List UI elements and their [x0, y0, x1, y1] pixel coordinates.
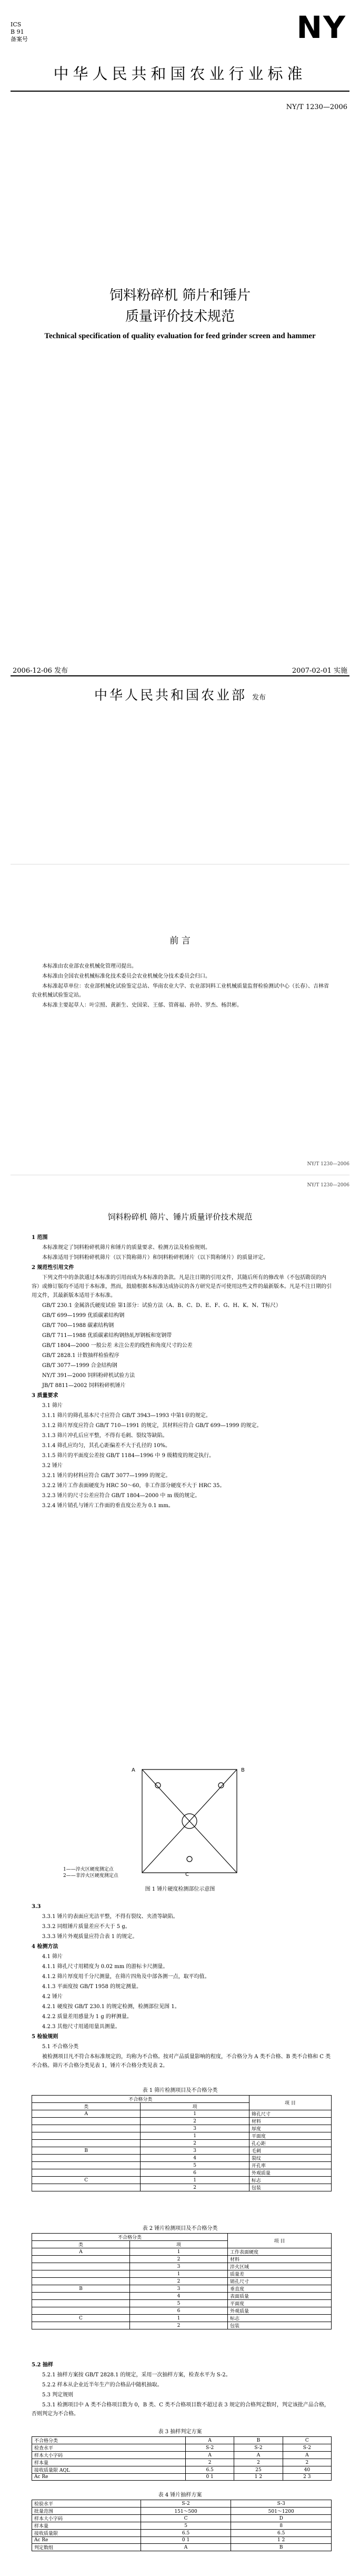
table-cell — [32, 2293, 130, 2300]
table-cell — [32, 2132, 141, 2140]
table-cell — [32, 2278, 130, 2285]
figure-label-c: C — [185, 1872, 189, 1877]
table-row — [32, 2544, 332, 2551]
table-cell — [32, 2256, 130, 2263]
table-cell: A — [283, 2452, 331, 2459]
table3-caption: 表 3 抽样判定方案 — [158, 2429, 202, 2435]
foreword-paragraph: 本标准由农业部农业机械化管理司提出。 — [42, 963, 137, 969]
legend-item: 1——淬火区硬度测定点 — [63, 1867, 114, 1872]
table-row — [32, 2125, 332, 2132]
table-cell: 质量差 — [228, 2270, 332, 2278]
table-cell — [32, 2184, 141, 2191]
section-paragraph: 4.1 筛片 — [42, 1954, 63, 1960]
table-cell: C — [32, 2315, 130, 2322]
table-cell: 0 1 — [185, 2474, 234, 2481]
section-paragraph: GB/T 3077—1999 合金结构钢 — [42, 1363, 117, 1369]
table-cell: 外观质量 — [249, 2169, 331, 2177]
table-cell: 2 — [283, 2459, 331, 2466]
table-cell: 检验水平 — [32, 2500, 141, 2508]
section-heading: 3 质量要求 — [32, 1393, 58, 1399]
table-cell: S-2 — [234, 2444, 283, 2452]
table-row — [32, 2322, 332, 2329]
table-cell: 3 — [141, 2147, 249, 2155]
table-cell: 厚度 — [249, 2125, 331, 2132]
table-cell — [32, 2140, 141, 2147]
issuing-ministry — [11, 685, 349, 704]
table-row — [32, 2466, 332, 2474]
table-row — [32, 2452, 332, 2459]
table-cell: 501～1200 — [231, 2508, 332, 2515]
section-paragraph: GB/T 2828.1 计数抽样检验程序 — [42, 1353, 119, 1359]
table-row — [32, 2537, 332, 2544]
table-row — [32, 2530, 332, 2537]
section-paragraph: 4.2.2 质量差用感量为 1 g 的秤测量。 — [42, 2014, 132, 2020]
table-cell — [32, 2270, 130, 2278]
table2-caption: 表 2 锤片检测项目及不合格分类 — [142, 2226, 218, 2231]
table3 — [32, 2436, 332, 2481]
table-row — [32, 2147, 332, 2155]
section-paragraph: GB/T 230.1 金属洛氏硬度试验 第1部分：试验方法（A、B、C、D、E、F、G、H、K、N、T标尺） — [42, 1303, 281, 1309]
section-paragraph: 3.2.3 锤片的尺寸公差应符合 GB/T 1804—2000 中 m 级的规定。 — [42, 1493, 201, 1499]
table-cell: 3 — [141, 2125, 249, 2132]
doc-title-english: Technical specification of quality evaluation for feed grinder screen and hammer — [44, 332, 316, 340]
section-heading: 1 范围 — [32, 1235, 48, 1241]
diagonal-line — [142, 1769, 189, 1821]
table1-caption: 表 1 筛片检测项目及不合格分类 — [142, 2088, 218, 2093]
table-header-cell: 不合格分类 — [32, 2096, 249, 2103]
table-cell: 8 — [231, 2522, 332, 2530]
section-paragraph: 4.2.1 硬度按 GB/T 230.1 的规定检测，检测部位见图 1。 — [42, 2004, 180, 2010]
table-cell: 1 — [130, 2248, 228, 2256]
table-header-cell: 不合格分类 — [32, 2234, 228, 2241]
section-heading: 5.2 抽样 — [32, 2362, 53, 2368]
table4-caption: 表 4 锤片抽样方案 — [158, 2492, 202, 2498]
section-paragraph: 4.1.3 平面度按 GB/T 1958 的规定测量。 — [42, 1984, 142, 1990]
diagonal-line — [142, 1821, 189, 1873]
table-row — [32, 2307, 332, 2315]
table-row — [32, 2184, 332, 2191]
table-cell: 1 — [130, 2270, 228, 2278]
table-cell — [32, 2162, 141, 2169]
section-paragraph: GB/T 711—1988 优质碳素结构钢热轧厚钢板和宽钢带 — [42, 1333, 172, 1339]
section-paragraph: 3.1.1 筛片的筛孔基本尺寸应符合 GB/T 3943—1993 中第1章的规定。 — [42, 1413, 211, 1419]
table-row — [32, 2278, 332, 2285]
section-heading: 3.3 — [32, 1904, 41, 1910]
table-cell: S-3 — [231, 2500, 332, 2508]
table-cell — [32, 2125, 141, 2132]
table-cell: 0 1 — [141, 2537, 231, 2544]
table-cell: A — [32, 2248, 130, 2256]
table-cell: 5 — [130, 2300, 228, 2307]
table-row — [32, 2177, 332, 2184]
table-cell: S-2 — [141, 2500, 231, 2508]
table-row — [32, 2162, 332, 2169]
section-paragraph: 3.2 锤片 — [42, 1463, 63, 1469]
table-cell: 6 — [141, 2169, 249, 2177]
table-cell: B — [231, 2544, 332, 2551]
section-paragraph: GB/T 699—1999 优质碳素结构钢 — [42, 1313, 125, 1319]
table-header-cell: 类 — [32, 2103, 141, 2110]
foreword-paragraph: 本标准由全国农业机械标准化技术委员会农业机械化分技术委员会归口。 — [42, 974, 211, 979]
body-page — [11, 1175, 349, 2576]
section-paragraph: 4.1.2 筛片厚度用千分尺测量，在筛片四角及中部各测一点，取平均值。 — [42, 1974, 210, 1980]
standard-title: 中华人民共和国农业行业标准 — [53, 65, 307, 83]
publish-date: 2006-12-06 发布 — [13, 667, 68, 675]
table-header-cell: 类 — [32, 2241, 130, 2248]
ny-logo: NY — [296, 9, 346, 45]
table-cell: 样本量 — [32, 2522, 141, 2530]
table-cell: Ac Re — [32, 2537, 141, 2544]
table-cell: 25 — [234, 2466, 283, 2474]
table-cell: A — [234, 2452, 283, 2459]
section-paragraph: 5.1 不合格分类 — [42, 2044, 79, 2050]
table-cell — [32, 2155, 141, 2162]
table-cell: 4 — [130, 2293, 228, 2300]
table-header-cell: 项 目 — [249, 2096, 331, 2110]
table-row — [32, 2169, 332, 2177]
table-cell: 销孔尺寸 — [228, 2278, 332, 2285]
table-cell: B — [234, 2437, 283, 2444]
cover-rule — [11, 91, 349, 92]
table-cell: 6.5 — [141, 2530, 231, 2537]
table-cell: 样本量 — [32, 2459, 186, 2466]
table-row — [32, 2140, 332, 2147]
section-paragraph: 4.1.1 筛孔尺寸用精度为 0.02 mm 的游标卡尺测量。 — [42, 1964, 168, 1970]
table-cell: 4 — [141, 2155, 249, 2162]
table-row — [32, 2459, 332, 2466]
table-row — [32, 2500, 332, 2508]
hammer-hardness-figure — [121, 1764, 258, 1878]
implement-date: 2007-02-01 实施 — [292, 667, 347, 675]
table-cell: 1 2 — [234, 2474, 283, 2481]
table-cell: 2 — [141, 2184, 249, 2191]
table-header-cell: 项 — [141, 2103, 249, 2110]
section-paragraph: 3.2.4 锤片销孔与锤片工作面的垂直度公差为 0.1 mm。 — [42, 1503, 174, 1509]
table-cell: 2 — [130, 2322, 228, 2329]
sections-3-5 — [32, 1902, 334, 2071]
table-header-row — [32, 2096, 332, 2103]
section-paragraph: 本标准规定了饲料粉碎机筛片和锤片的质量要求、检测方法及检验规则。 — [42, 1245, 211, 1251]
foreword-running-head: NY/T 1230—2006 — [307, 1162, 349, 1167]
date-rule — [11, 675, 349, 676]
section-paragraph: GB/T 1804—2000 一般公差 未注公差的线性和角度尺寸的公差 — [42, 1343, 193, 1349]
table-cell: Ac Re — [32, 2474, 186, 2481]
figure-legend — [63, 1866, 118, 1879]
section-paragraph: 本标准适用于饲料粉碎机筛片（以下简称筛片）和饲料粉碎机锤片（以下简称锤片）的质量评定。 — [42, 1255, 268, 1261]
section-paragraph: 5.3.1 检测项目中 A 类不合格项目数为 0，B 类、C 类不合格项目数不超过表 3 规定的合格判定数时，判定该批产品合格，否则判定为不合格。 — [32, 2402, 329, 2417]
table-cell: 平面度 — [249, 2132, 331, 2140]
table-cell: 2 — [130, 2256, 228, 2263]
table-cell — [32, 2169, 141, 2177]
table-row — [32, 2270, 332, 2278]
legend-item: 2——非淬火区硬度测定点 — [63, 1873, 118, 1879]
section-paragraph: 下列文件中的条款通过本标准的引用而成为本标准的条款。凡是注日期的引用文件，其随后所有的修改单（不包括勘误的内容）或修订版均不适用于本标准，然而，鼓励根据本标准达成协议的各方研究是否可使用这些文件的最新版本。凡是不注日期的引用文件，其最新版本适用于本标准。 — [32, 1275, 332, 1299]
section-paragraph: NY/T 391—2000 饲料粉碎机试验方法 — [42, 1373, 135, 1379]
table-cell: 标志 — [228, 2315, 332, 2322]
table-cell: 6.5 — [185, 2466, 234, 2474]
table-cell: 2 — [141, 2140, 249, 2147]
ics-code: ICS — [11, 21, 22, 28]
body-title: 饲料粉碎机 筛片、锤片质量评价技术规范 — [107, 1212, 253, 1222]
table-row — [32, 2132, 332, 2140]
table-cell: 40 — [283, 2466, 331, 2474]
table-cell: 检查水平 — [32, 2444, 186, 2452]
section-paragraph: 3.2.1 锤片的材料应符合 GB/T 3077—1999 的规定。 — [42, 1473, 171, 1479]
table-row — [32, 2437, 332, 2444]
table-cell: A — [141, 2544, 231, 2551]
section-paragraph: 5.2.2 样本从企业近半年生产的合格品中随机抽取。 — [42, 2382, 163, 2388]
table-cell: 2 — [130, 2278, 228, 2285]
table-row — [32, 2444, 332, 2452]
table-cell: 2 — [185, 2459, 234, 2466]
section-heading: 4 检测方法 — [32, 1944, 58, 1950]
table-cell: 平面度 — [228, 2300, 332, 2307]
table-cell: 外观质量 — [228, 2307, 332, 2315]
table-cell — [32, 2307, 130, 2315]
table-cell: 1 — [141, 2110, 249, 2118]
section-paragraph: 3.2.2 锤片工作表面硬度为 HRC 50～60，非工作部分硬度不大于 HRC 35。 — [42, 1483, 225, 1489]
table-cell: 材料 — [228, 2256, 332, 2263]
table-cell: 1 — [141, 2177, 249, 2184]
standard-code: NY/T 1230—2006 — [286, 103, 347, 111]
table-cell: 3 — [130, 2285, 228, 2293]
table-cell: B — [32, 2285, 130, 2293]
body-running-head: NY/T 1230—2006 — [307, 1183, 349, 1188]
sections-5-2 — [32, 2361, 334, 2420]
section-paragraph: GB/T 700—1988 碳素结构钢 — [42, 1323, 114, 1329]
section-paragraph: JB/T 8811—2002 饲料粉碎机锤片 — [42, 1383, 126, 1389]
table-row — [32, 2300, 332, 2307]
table2 — [32, 2233, 332, 2329]
table-cell: B — [32, 2147, 141, 2155]
table-header-cell: 项 目 — [228, 2234, 332, 2248]
sections-1-3 — [32, 1233, 334, 1511]
table-cell: 包装 — [228, 2322, 332, 2329]
figure-label-a: A — [132, 1767, 135, 1773]
ministry-name: 中华人民共和国农业部 — [94, 687, 247, 703]
ccs-code: B 91 — [11, 28, 24, 35]
table-row — [32, 2155, 332, 2162]
table-cell: 孔心距 — [249, 2140, 331, 2147]
table-cell: 筛孔尺寸 — [249, 2110, 331, 2118]
table-cell: 5 — [141, 2162, 249, 2169]
table-cell: 毛刺 — [249, 2147, 331, 2155]
table-row — [32, 2256, 332, 2263]
section-paragraph: 5.2.1 抽样方案按 GB/T 2828.1 的规定，采用一次抽样方案，检查水平为 S-2。 — [42, 2372, 231, 2378]
table-cell: C — [141, 2515, 231, 2522]
foreword-body — [32, 962, 334, 1011]
table-row — [32, 2293, 332, 2300]
table-cell: A — [32, 2110, 141, 2118]
table-cell: 2 3 — [283, 2474, 331, 2481]
table-cell: C — [32, 2177, 141, 2184]
section-paragraph: 5.3 判定规则 — [42, 2392, 74, 2398]
table-cell: 接收质量限 — [32, 2530, 141, 2537]
section-paragraph: 3.1.4 筛孔应均匀，其孔心距偏差不大于孔径的 10%。 — [42, 1443, 171, 1449]
measure-point-c — [187, 1856, 192, 1862]
table-row — [32, 2285, 332, 2293]
table-cell: 批量范围 — [32, 2508, 141, 2515]
section-heading: 2 规范性引用文件 — [32, 1265, 74, 1271]
table-row — [32, 2522, 332, 2530]
table-cell: 2 — [141, 2118, 249, 2125]
table-row — [32, 2248, 332, 2256]
cover-page — [11, 0, 349, 864]
foreword-paragraph: 本标准主要起草人：叶宗照、黄新生、史国荣、王郁、管蒋福、孙铃、罗杰、杨洪彬。 — [42, 1002, 242, 1008]
table-cell: 样本大小字码 — [32, 2452, 186, 2459]
table-cell: 1 — [130, 2315, 228, 2322]
table-row — [32, 2315, 332, 2322]
table-cell: 接收质量限 AQL — [32, 2466, 186, 2474]
table-cell: 淬火区域 — [228, 2263, 332, 2270]
table-cell: 6.5 — [231, 2530, 332, 2537]
diagonal-line — [189, 1821, 237, 1873]
table-cell: 1 — [141, 2132, 249, 2140]
table-cell: A — [185, 2452, 234, 2459]
table-cell: 1 2 — [231, 2537, 332, 2544]
table-row — [32, 2508, 332, 2515]
table4 — [32, 2500, 332, 2551]
table-cell: 材料 — [249, 2118, 331, 2125]
cover-codes — [11, 21, 28, 43]
table-cell: 151～500 — [141, 2508, 231, 2515]
figure-label-b: B — [241, 1767, 245, 1773]
table-cell: 2 — [234, 2459, 283, 2466]
section-paragraph: 3.1.5 筛片的平面度公差按 GB/T 1184—1996 中 9 级精度的规定执行。 — [42, 1453, 215, 1459]
section-paragraph: 被检测项目凡不符合本标准规定的，均称为不合格。按对产品质量影响的程度，不合格分为 A 类不合格、B 类不合格和 C 类不合格。筛片不合格分类见表 1，锤片不合格分类见表 2。 — [32, 2054, 331, 2069]
section-paragraph: 4.2.3 其他尺寸用通用量具测量。 — [42, 2024, 121, 2030]
record-number: 备案号 — [11, 36, 28, 43]
section-paragraph: 3.3.2 同组锤片质量差应不大于 5 g。 — [42, 1924, 131, 1930]
table-cell: 工作表面硬度 — [228, 2248, 332, 2256]
table-cell: S-2 — [283, 2444, 331, 2452]
table-cell: C — [283, 2437, 331, 2444]
table-row — [32, 2263, 332, 2270]
table-cell: A — [185, 2437, 234, 2444]
section-paragraph: 3.1.2 筛片厚度应符合 GB/T 710—1991 的规定，其材料应符合 GB/T 699—1999 的规定。 — [42, 1423, 262, 1429]
table-cell — [32, 2300, 130, 2307]
table-cell — [32, 2118, 141, 2125]
section-paragraph: 3.1.3 筛片冲孔后应平整，不得有毛刺、裂纹等缺陷。 — [42, 1433, 168, 1439]
foreword-paragraph: 本标准起草单位：农业部机械化试验鉴定总站、华南农业大学、农业部饲料工业机械质量监督检验测试中心（长春）、吉林省农业机械试验鉴定站。 — [32, 984, 329, 998]
figure-caption: 图 1 锤片硬度检测部位示意图 — [145, 1886, 215, 1892]
table-cell: 3 — [130, 2263, 228, 2270]
table1 — [32, 2095, 332, 2191]
section-paragraph: 3.3.1 锤片的表面应光洁平整，不得有裂纹、夹渣等缺陷。 — [42, 1914, 178, 1920]
section-heading: 5 检验规则 — [32, 2034, 58, 2040]
table-cell: 垂直度 — [228, 2285, 332, 2293]
section-paragraph: 3.3.3 锤片外观质量应符合表 1 的规定。 — [42, 1934, 138, 1940]
table-cell: S-2 — [185, 2444, 234, 2452]
table-cell: 5 — [141, 2522, 231, 2530]
table-cell: 包装 — [249, 2184, 331, 2191]
table-row — [32, 2515, 332, 2522]
table-cell: 6 — [130, 2307, 228, 2315]
table-row — [32, 2474, 332, 2481]
table-cell — [32, 2322, 130, 2329]
doc-title-line1: 饲料粉碎机 筛片和锤片 — [109, 288, 251, 303]
diagonal-line — [189, 1769, 237, 1821]
table-cell — [32, 2263, 130, 2270]
table-cell: 样本大小字码 — [32, 2515, 141, 2522]
section-paragraph: 3.1 筛片 — [42, 1403, 63, 1409]
table-cell: 表面质量 — [228, 2293, 332, 2300]
ministry-suffix: 发布 — [252, 694, 266, 702]
table-cell: 不合格分类 — [32, 2437, 186, 2444]
table-header-row — [32, 2234, 332, 2241]
doc-title-line2: 质量评价技术规范 — [125, 309, 235, 325]
table-row — [32, 2118, 332, 2125]
table-cell: 裂纹 — [249, 2155, 331, 2162]
table-row — [32, 2110, 332, 2118]
table-cell: 判定数组 — [32, 2544, 141, 2551]
table-cell: D — [231, 2515, 332, 2522]
foreword-heading: 前 言 — [169, 936, 191, 946]
section-paragraph: 4.2 锤片 — [42, 1994, 63, 2000]
table-cell: 标志 — [249, 2177, 331, 2184]
table-header-cell: 项 — [130, 2241, 228, 2248]
table-cell: 开孔率 — [249, 2162, 331, 2169]
foreword-page — [11, 864, 349, 1175]
